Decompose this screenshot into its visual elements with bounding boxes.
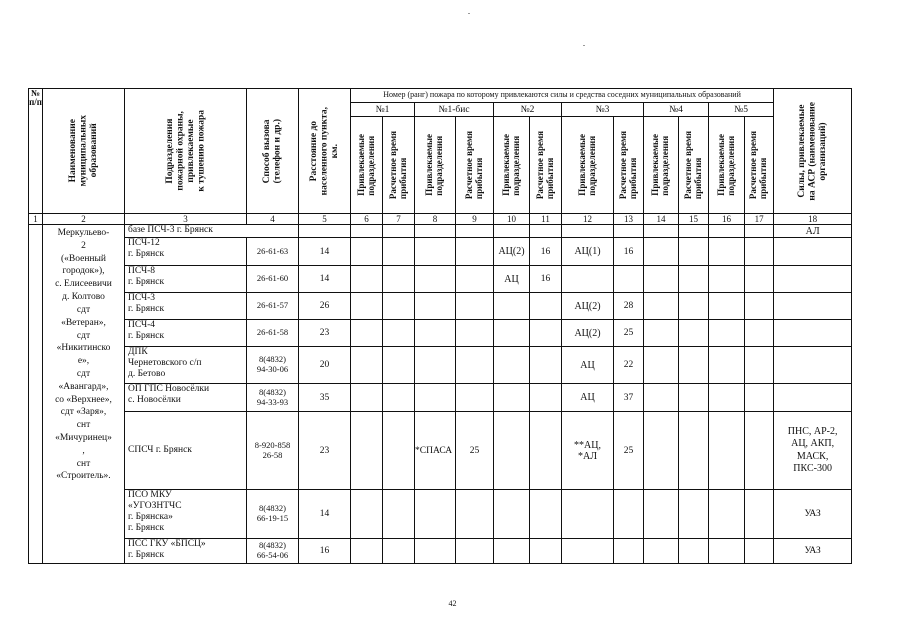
sub-units-3: Привлекаемые подразделения — [562, 117, 614, 214]
phone-cell: 8-920-858 26-58 — [247, 412, 299, 490]
rank3-time: 25 — [614, 412, 644, 490]
unit-name: ДПК Чернетовского с/п д. Бетово — [125, 347, 247, 384]
col-num: 11 — [530, 214, 562, 225]
rank3-time: 22 — [614, 347, 644, 384]
rank3-time: 16 — [614, 238, 644, 266]
rank-2: №2 — [494, 103, 562, 117]
table-row — [29, 347, 852, 384]
scan-speck — [583, 45, 585, 46]
column-number-row — [29, 214, 852, 225]
table-row — [29, 293, 852, 320]
distance-cell: 23 — [299, 320, 351, 347]
sub-units-4: Привлекаемые подразделения — [644, 117, 679, 214]
sub-units-1: Привлекаемые подразделения — [351, 117, 383, 214]
table-row — [29, 384, 852, 412]
rank3-time: 37 — [614, 384, 644, 412]
distance-cell: 14 — [299, 266, 351, 293]
unit-name: ПСЧ-4 г. Брянск — [125, 320, 247, 347]
unit-name: СПСЧ г. Брянск — [125, 412, 247, 490]
header-municipality: Наименование муниципальных образований — [43, 89, 125, 214]
rank1bis-units: *СПАСА — [415, 412, 456, 490]
rank1bis-time: 25 — [456, 412, 494, 490]
table-row — [29, 266, 852, 293]
col-num: 17 — [745, 214, 774, 225]
phone-cell: 26-61-57 — [247, 293, 299, 320]
page-number: 42 — [448, 599, 457, 608]
header-fire-rank: Номер (ранг) пожара по которому привлекаются силы и средства соседних муниципальных образований — [351, 89, 774, 103]
rank-5: №5 — [709, 103, 774, 117]
col-num: 1 — [29, 214, 43, 225]
sub-time-3: Расчетное время прибытия — [614, 117, 644, 214]
unit-name: ПСЧ-3 г. Брянск — [125, 293, 247, 320]
unit-name: ПСС ГКУ «БПСЦ» г. Брянск — [125, 539, 247, 564]
base-label: базе ПСЧ-3 г. Брянск — [125, 225, 299, 238]
col-num: 15 — [679, 214, 709, 225]
col-num: 7 — [383, 214, 415, 225]
col-num: 6 — [351, 214, 383, 225]
col-num: 16 — [709, 214, 745, 225]
unit-name: ПСО МКУ «УГОЗНТЧС г. Брянска» г. Брянск — [125, 490, 247, 539]
unit-name: ПСЧ-8 г. Брянск — [125, 266, 247, 293]
col-num: 18 — [774, 214, 852, 225]
rank-1-bis: №1-бис — [415, 103, 494, 117]
rank3-units: **АЦ, *АЛ — [562, 412, 614, 490]
col-num: 3 — [125, 214, 247, 225]
phone-cell: 8(4832) 66-19-15 — [247, 490, 299, 539]
col-num: 14 — [644, 214, 679, 225]
table-row — [29, 539, 852, 564]
rank-4: №4 — [644, 103, 709, 117]
rank-1: №1 — [351, 103, 415, 117]
asr-cell: УАЗ — [774, 539, 852, 564]
rank-3: №3 — [562, 103, 644, 117]
scan-speck — [468, 13, 470, 14]
phone-cell: 26-61-58 — [247, 320, 299, 347]
distance-cell: 16 — [299, 539, 351, 564]
rank2-units: АЦ(2) — [494, 238, 530, 266]
col-num: 13 — [614, 214, 644, 225]
header-units: Подразделения пожарной охраны, привлекаемые к тушению пожара — [125, 89, 247, 214]
col-num: 12 — [562, 214, 614, 225]
municipality-cell: Меркульево- 2 («Военный городок»), с. Елисеевичи д. Колтово сдт «Ветеран», сдт «Никитинско e», сдт «Авангард», со «Верхнее», сдт «Заря», снт «Мичуринец» , снт «Строитель». — [43, 225, 125, 564]
header-asr: Силы, привлекаемые на АСР (наименование организаций) — [774, 89, 852, 214]
table-row — [29, 412, 852, 490]
rank3-units: АЦ — [562, 347, 614, 384]
table-row — [29, 225, 852, 238]
col-num: 8 — [415, 214, 456, 225]
distance-cell: 26 — [299, 293, 351, 320]
unit-name: ОП ГПС Новосёлки с. Новосёлки — [125, 384, 247, 412]
sub-units-1bis: Привлекаемые подразделения — [415, 117, 456, 214]
rank2-time: 16 — [530, 238, 562, 266]
rank3-time: 28 — [614, 293, 644, 320]
asr-cell: УАЗ — [774, 490, 852, 539]
sub-time-2: Расчетное время прибытия — [530, 117, 562, 214]
table-row — [29, 490, 852, 539]
distance-cell: 23 — [299, 412, 351, 490]
distance-cell: 20 — [299, 347, 351, 384]
sub-time-1: Расчетное время прибытия — [383, 117, 415, 214]
col-num: 2 — [43, 214, 125, 225]
asr-cell: АЛ — [774, 225, 852, 238]
rank3-units: АЦ(2) — [562, 320, 614, 347]
header-distance: Расстояние до населенного пункта, км. — [299, 89, 351, 214]
phone-cell: 8(4832) 66-54-06 — [247, 539, 299, 564]
header-num: № п/п — [29, 89, 43, 214]
distance-cell: 35 — [299, 384, 351, 412]
col-num: 4 — [247, 214, 299, 225]
distance-cell: 14 — [299, 238, 351, 266]
phone-cell: 8(4832) 94-33-93 — [247, 384, 299, 412]
header-call-method: Способ вызова (телефон и др.) — [247, 89, 299, 214]
row-number-cell — [29, 225, 43, 564]
phone-cell: 26-61-63 — [247, 238, 299, 266]
rank2-units: АЦ — [494, 266, 530, 293]
col-num: 9 — [456, 214, 494, 225]
col-num: 5 — [299, 214, 351, 225]
unit-name: ПСЧ-12 г. Брянск — [125, 238, 247, 266]
rank3-time: 25 — [614, 320, 644, 347]
distance-cell: 14 — [299, 490, 351, 539]
sub-units-2: Привлекаемые подразделения — [494, 117, 530, 214]
col-num: 10 — [494, 214, 530, 225]
sub-time-1bis: Расчетное время прибытия — [456, 117, 494, 214]
fire-resources-table — [28, 88, 852, 564]
table-row — [29, 320, 852, 347]
rank3-units: АЦ(1) — [562, 238, 614, 266]
asr-cell: ПНС, АР-2, АЦ, АКП, МАСК, ПКС-300 — [774, 412, 852, 490]
sub-time-5: Расчетное время прибытия — [745, 117, 774, 214]
rank3-units: АЦ(2) — [562, 293, 614, 320]
table-row — [29, 238, 852, 266]
sub-time-4: Расчетное время прибытия — [679, 117, 709, 214]
sub-units-5: Привлекаемые подразделения — [709, 117, 745, 214]
rank3-units: АЦ — [562, 384, 614, 412]
phone-cell: 26-61-60 — [247, 266, 299, 293]
phone-cell: 8(4832) 94-30-06 — [247, 347, 299, 384]
rank2-time: 16 — [530, 266, 562, 293]
